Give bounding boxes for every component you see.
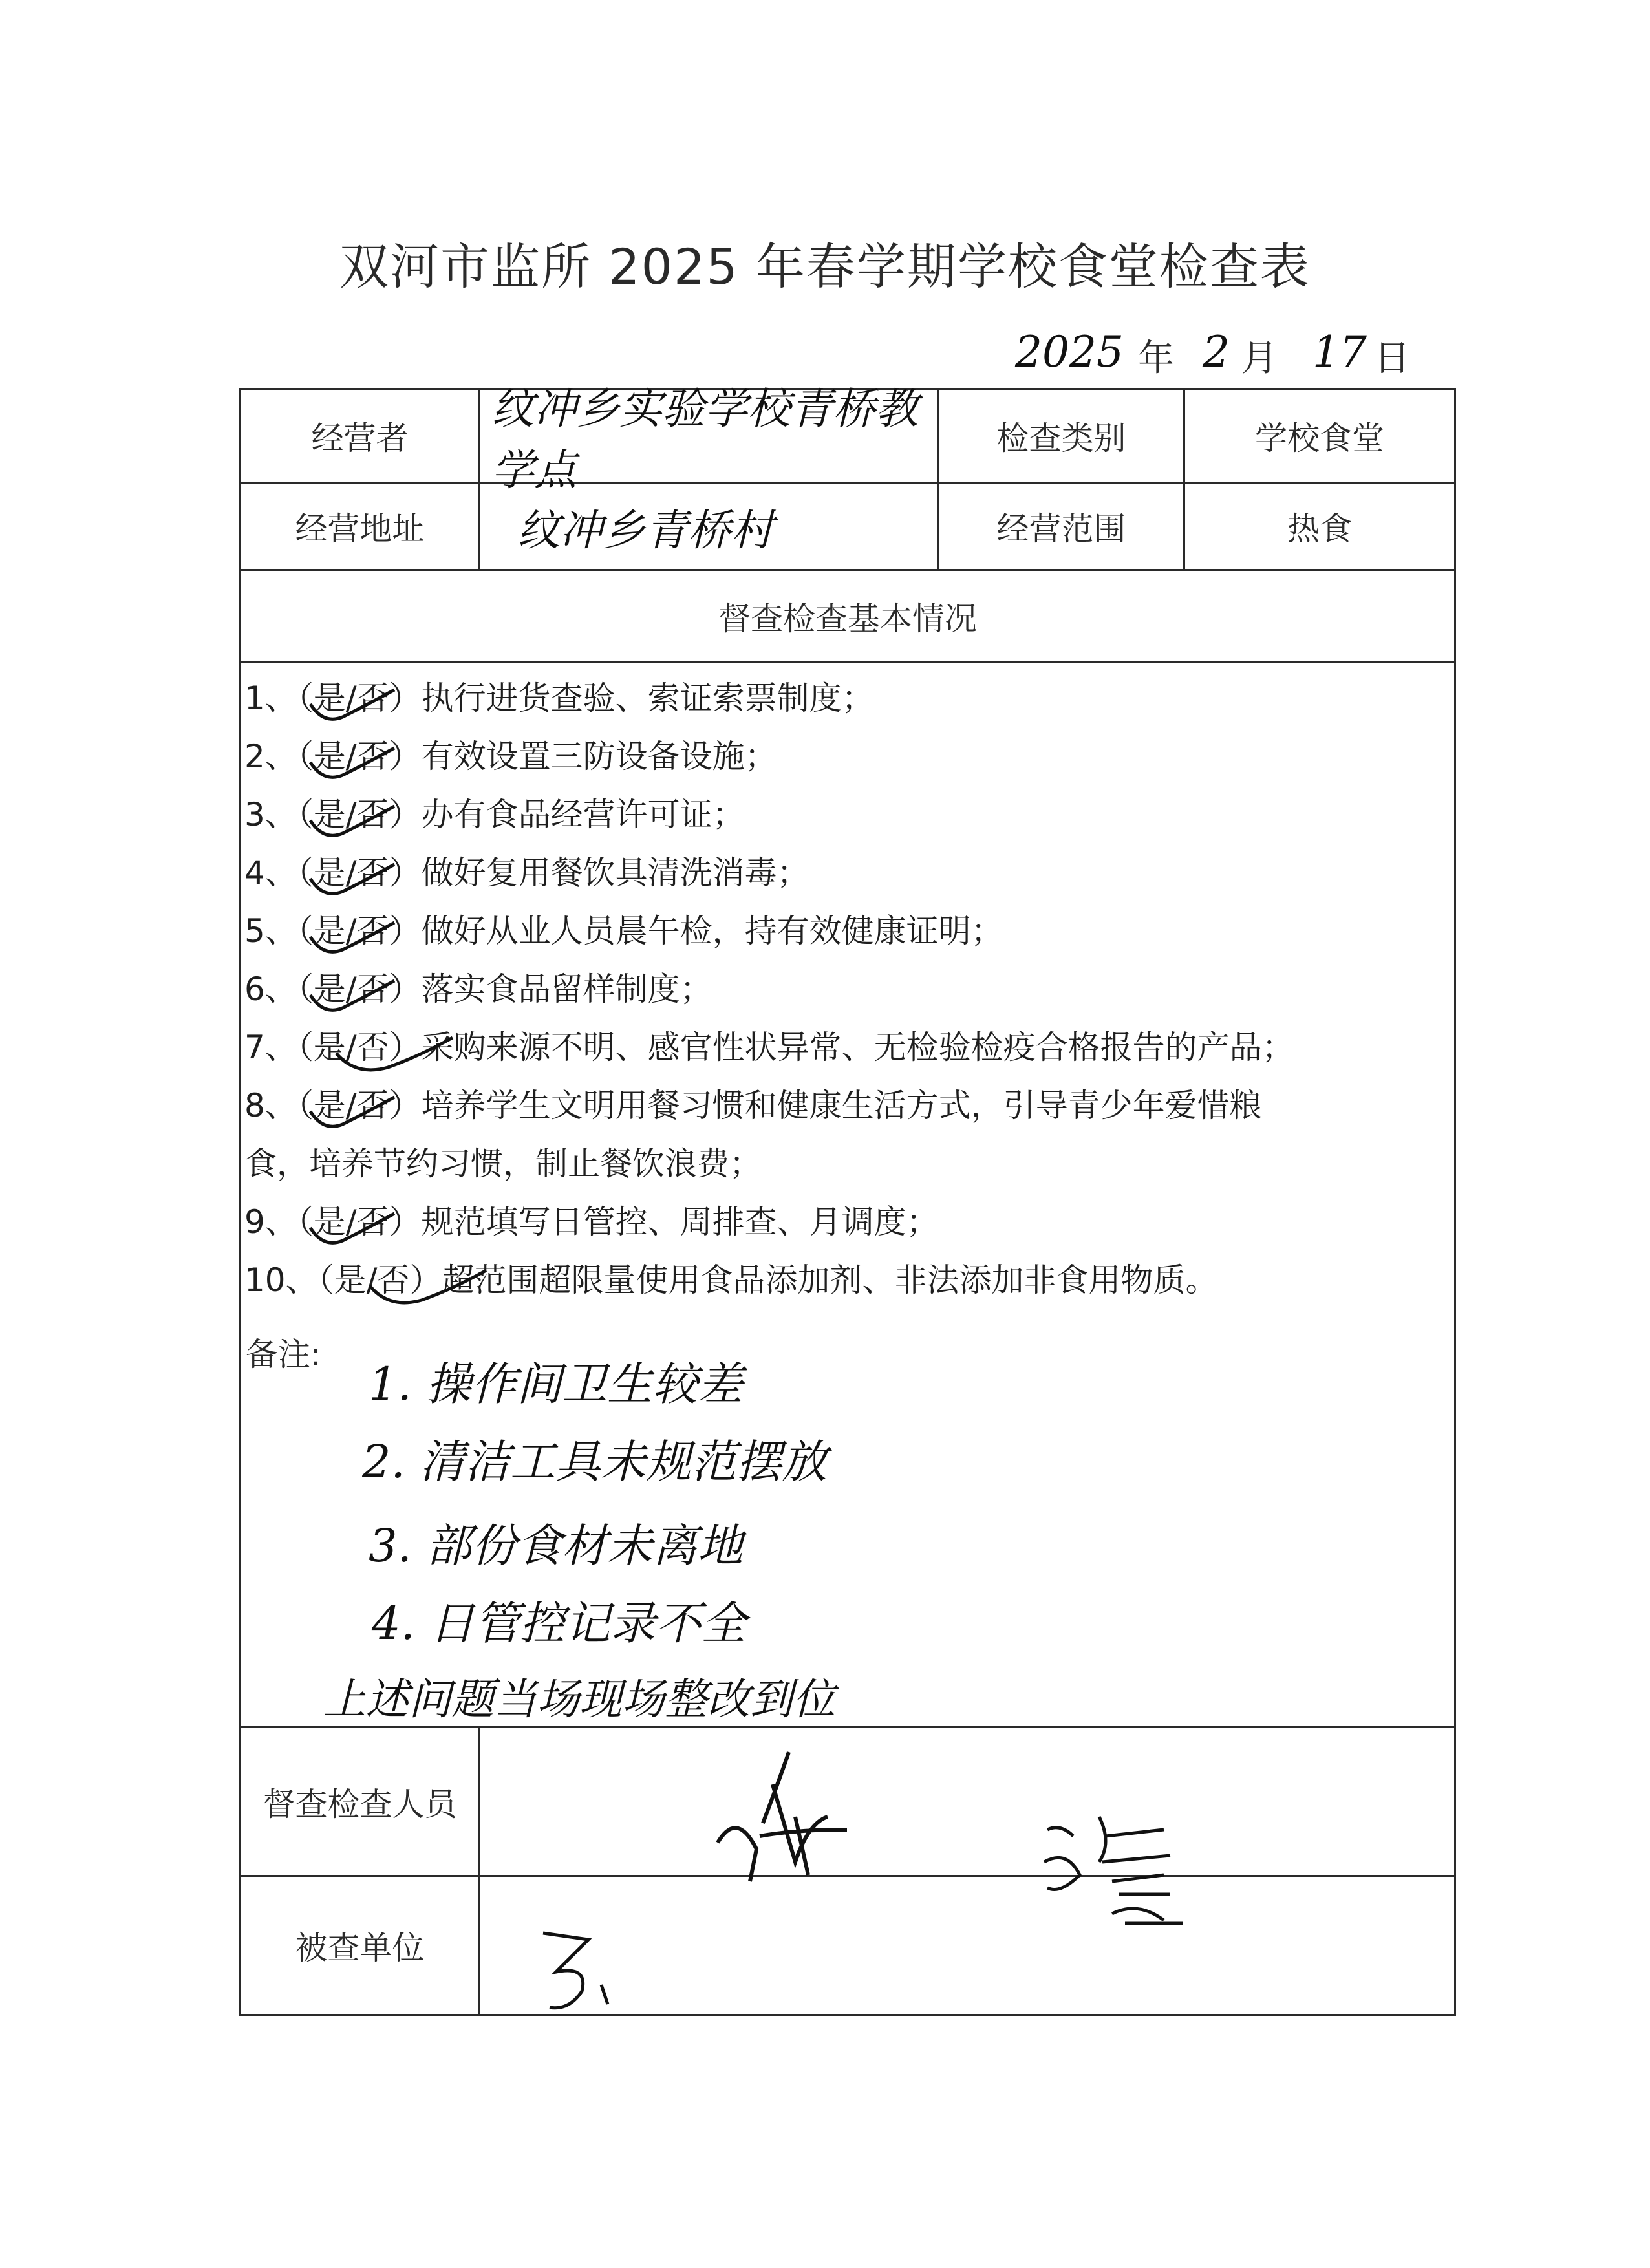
date-month: 2 [1203,327,1230,377]
item-number: 7、 [244,1029,297,1066]
item-option: （是/否） [297,912,422,950]
remark-conclusion: 上述问题当场现场整改到位 [323,1674,835,1724]
date-day: 17 [1312,327,1367,377]
check-mark-icon [323,1034,466,1079]
check-mark-icon [297,801,401,846]
check-item [244,1022,1294,1068]
date-month-unit: 月 [1241,337,1278,380]
form-title: 双河市监所 2025 年春学期学校食堂检查表 [339,238,1311,295]
item-option: （是/否） [297,1203,422,1241]
category-value: 学校食堂 [1255,420,1384,457]
item-option: （是/否） [297,1087,422,1124]
item-option: （是/否） [297,679,422,717]
check-item-continued: 食，培养节约习惯，制止餐饮浪费； [244,1145,762,1182]
check-item [244,672,874,719]
check-item [244,963,712,1010]
item-option: （是/否） [297,796,422,833]
item-option: （是/否） [297,1029,422,1066]
item-text: 有效设置三防设备设施； [421,738,777,775]
item-text: 办有食品经营许可证； [421,796,745,833]
check-mark-icon [297,859,401,904]
row-divider [239,661,1456,663]
item-text: 做好从业人员晨午检，持有效健康证明； [421,912,1003,950]
check-item [244,789,745,835]
item-text: 超范围超限量使用食品添加剂、非法添加非食用物质。 [442,1261,1218,1299]
check-item [244,1254,1217,1301]
inspection-date [1015,323,1468,381]
item-number: 4、 [244,854,297,892]
item-option: （是/否） [318,1261,442,1299]
category-label: 检查类别 [996,420,1126,457]
date-day-unit: 日 [1374,337,1410,380]
item-number: 2、 [244,738,297,775]
item-option: （是/否） [297,738,422,775]
item-text: 做好复用餐饮具清洗消毒； [421,854,809,892]
check-item [244,1196,939,1243]
address-label: 经营地址 [295,510,425,548]
check-mark-icon [357,1267,499,1312]
inspected-unit-label: 被查单位 [295,1929,425,1967]
scope-label: 经营范围 [996,510,1126,548]
item-option: （是/否） [297,854,422,892]
col-divider [478,1726,480,2016]
col-divider [478,388,480,569]
check-item [244,1080,1262,1126]
item-number: 1、 [244,679,297,717]
check-item [244,847,809,893]
date-year-unit: 年 [1138,337,1174,380]
item-option: （是/否） [297,970,422,1008]
check-mark-icon [297,685,401,730]
operator-label: 经营者 [311,420,409,457]
item-number: 10、 [244,1261,318,1299]
scope-value: 热食 [1287,510,1352,548]
item-number: 8、 [244,1087,297,1124]
item-number: 9、 [244,1203,297,1241]
remarks-label: 备注: [246,1336,321,1373]
date-year: 2025 [1015,327,1124,377]
operator-value: 纹冲乡实验学校青桥教学点 [491,384,918,495]
inspected-unit-signature [530,1920,659,2017]
remark-note: 3. 部份食材未离地 [369,1519,744,1572]
check-item [244,905,1003,952]
address-value: 纹冲乡青桥村 [517,505,773,555]
item-text: 规范填写日管控、周排查、月调度； [421,1203,939,1241]
remark-note: 1. 操作间卫生较差 [369,1358,744,1411]
item-number: 3、 [244,796,297,833]
check-mark-icon [297,917,401,963]
check-mark-icon [297,743,401,788]
check-mark-icon [297,1208,401,1254]
inspector-signature-2 [1034,1804,1203,1940]
check-mark-icon [297,976,401,1021]
check-mark-icon [297,1092,401,1137]
item-text: 执行进货查验、索证索票制度； [421,679,874,717]
item-number: 6、 [244,970,297,1008]
check-item [244,731,777,777]
item-text: 培养学生文明用餐习惯和健康生活方式，引导青少年爱惜粮 [421,1087,1262,1124]
item-text: 采购来源不明、感官性状异常、无检验检疫合格报告的产品； [421,1029,1294,1066]
remark-note: 4. 日管控记录不全 [372,1597,747,1650]
remark-note: 2. 清洁工具未规范摆放 [362,1435,828,1488]
item-text: 落实食品留样制度； [421,970,712,1008]
item-number: 5、 [244,912,297,950]
section-title: 督查检查基本情况 [718,600,977,637]
inspector-signature-1 [698,1746,853,1894]
inspector-label: 督查检查人员 [262,1785,457,1823]
